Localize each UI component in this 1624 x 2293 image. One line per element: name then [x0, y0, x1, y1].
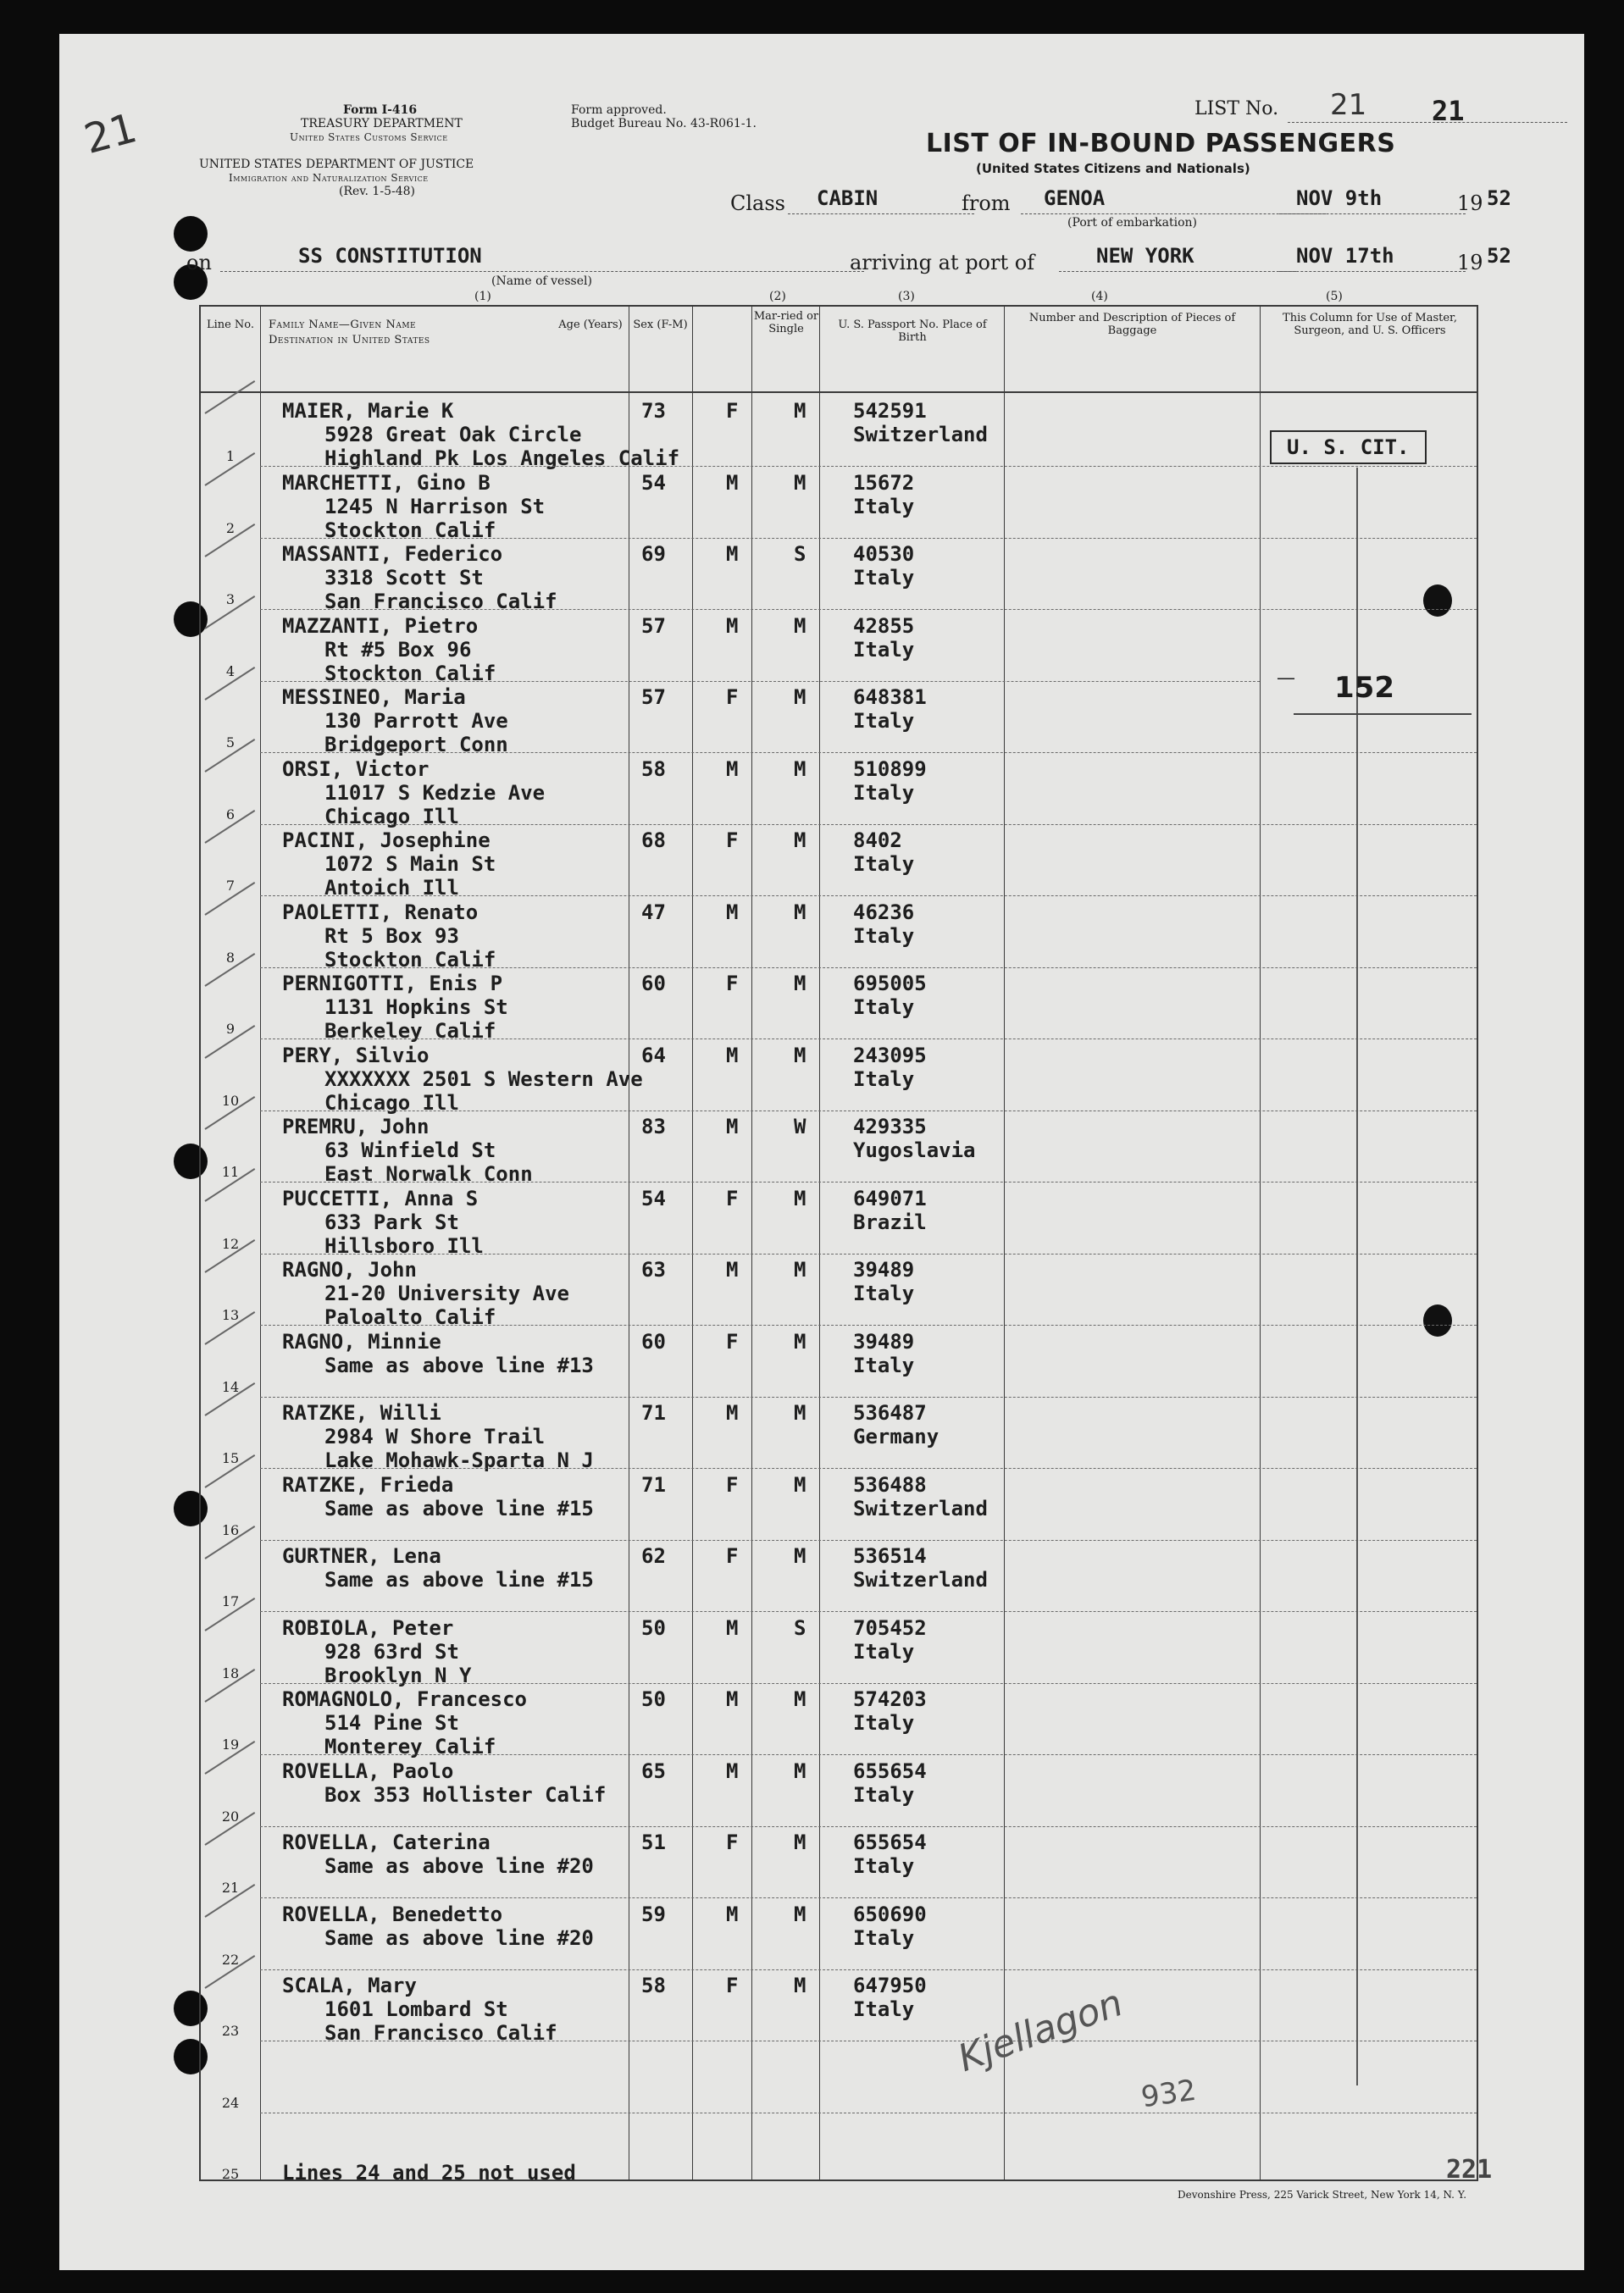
address-line-1: 633 Park St — [324, 1210, 459, 1234]
address-line-2: Chicago Ill — [324, 1090, 459, 1115]
address-line-1: 130 Parrott Ave — [324, 709, 508, 733]
marital-status: M — [794, 756, 806, 781]
table-row — [201, 2041, 1477, 2113]
place-of-birth: Germany — [853, 1425, 939, 1448]
column-number: (3) — [898, 290, 915, 303]
departure-year: 52 — [1487, 186, 1511, 210]
place-of-birth: Italy — [853, 1353, 915, 1377]
sex: M — [726, 470, 739, 495]
address-line-2: San Francisco Calif — [324, 2021, 557, 2045]
address-line-2: Brooklyn N Y — [324, 1663, 472, 1687]
age: 65 — [641, 1759, 666, 1783]
passport-number: 39489 — [853, 1329, 915, 1354]
passenger-name: ROMAGNOLO, Francesco — [282, 1687, 527, 1711]
line-number: 6 — [225, 806, 236, 822]
sex: M — [726, 900, 739, 924]
form-revision: (Rev. 1-5-48) — [339, 185, 415, 198]
marital-status: S — [794, 542, 806, 566]
age: 47 — [641, 900, 666, 924]
line-number: 4 — [225, 662, 236, 679]
arrival-date: NOV 17th — [1296, 244, 1394, 268]
arriving-label: arriving at port of — [850, 251, 1035, 274]
arrival-port: NEW YORK — [1096, 244, 1194, 268]
table-row — [201, 1182, 1477, 1258]
place-of-birth: Switzerland — [853, 1568, 988, 1592]
line-number: 8 — [225, 949, 236, 966]
passport-number: 40530 — [853, 542, 915, 566]
address-line-1: Box 353 Hollister Calif — [324, 1782, 607, 1807]
table-row — [201, 1539, 1477, 1612]
address-line-1: 1601 Lombard St — [324, 1997, 508, 2021]
officer-signature: Kjellagon — [952, 1980, 1128, 2081]
table-row — [201, 1396, 1477, 1472]
table-row — [201, 1611, 1477, 1687]
marital-status: M — [794, 1043, 806, 1067]
passenger-name: RATZKE, Frieda — [282, 1472, 454, 1497]
class-value: CABIN — [817, 186, 879, 210]
table-row — [201, 1897, 1477, 1970]
sex: M — [726, 1615, 739, 1640]
age: 57 — [641, 685, 666, 709]
age: 59 — [641, 1902, 666, 1926]
address-line-1: Same as above line #15 — [324, 1496, 594, 1520]
line-number: 7 — [225, 878, 236, 894]
table-row — [201, 1468, 1477, 1541]
passenger-name: PUCCETTI, Anna S — [282, 1186, 479, 1210]
passport-number: 536514 — [853, 1544, 927, 1568]
line-number: 11 — [221, 1164, 240, 1180]
sex: F — [726, 1186, 739, 1210]
address-line-2: Lake Mohawk-Sparta N J — [324, 1448, 594, 1472]
vessel-caption: (Name of vessel) — [491, 274, 592, 288]
class-label: Class — [730, 191, 785, 215]
table-row — [201, 1325, 1477, 1398]
address-line-1: Same as above line #20 — [324, 1925, 594, 1950]
address-line-2: Hillsboro Ill — [324, 1233, 484, 1258]
col-destination-header: Destination in United States — [269, 334, 430, 346]
officer-dash: — — [1277, 667, 1295, 689]
column-number: (4) — [1091, 290, 1108, 303]
corner-handwritten-number: 21 — [79, 104, 142, 163]
passport-number: 243095 — [853, 1043, 927, 1067]
place-of-birth: Brazil — [853, 1210, 927, 1234]
line-number: 13 — [221, 1307, 240, 1323]
col-passport-header: U. S. Passport No. Place of Birth — [838, 318, 987, 344]
departure-year-prefix: 19 — [1457, 191, 1483, 215]
place-of-birth: Italy — [853, 995, 915, 1019]
passport-number: 655654 — [853, 1831, 927, 1854]
address-line-1: 11017 S Kedzie Ave — [324, 780, 546, 805]
marital-status: M — [794, 685, 806, 709]
passport-number: 8402 — [853, 828, 902, 852]
sex: M — [726, 1687, 739, 1711]
address-line-1: Same as above line #13 — [324, 1353, 594, 1377]
age: 69 — [641, 542, 666, 566]
arrival-year: 52 — [1487, 244, 1511, 268]
place-of-birth: Italy — [853, 1854, 915, 1878]
age: 71 — [641, 1401, 666, 1425]
binder-hole — [174, 216, 208, 252]
age: 64 — [641, 1043, 666, 1067]
line-number: 22 — [221, 1951, 240, 1968]
address-line-1: 1245 N Harrison St — [324, 494, 546, 518]
document-sheet — [59, 34, 1584, 2270]
table-row — [201, 466, 1477, 542]
passenger-name: MESSINEO, Maria — [282, 685, 466, 709]
age: 68 — [641, 828, 666, 852]
place-of-birth: Italy — [853, 494, 915, 518]
officer-vertical-mark — [1356, 468, 1358, 2085]
address-line-2: Chicago Ill — [324, 804, 459, 828]
col-line-header: Line No. — [206, 318, 255, 331]
passport-number: 42855 — [853, 613, 915, 638]
place-of-birth: Switzerland — [853, 1496, 988, 1520]
passport-number: 510899 — [853, 756, 927, 781]
line-number: 25 — [221, 2166, 240, 2182]
passport-number: 542591 — [853, 399, 927, 423]
address-line-1: Rt #5 Box 96 — [324, 637, 472, 662]
place-of-birth: Italy — [853, 1066, 915, 1091]
table-row — [201, 1754, 1477, 1827]
passenger-count: 152 — [1334, 671, 1394, 705]
departure-date: NOV 9th — [1296, 186, 1383, 210]
age: 54 — [641, 470, 666, 495]
sex: F — [726, 399, 739, 423]
age: 83 — [641, 1115, 666, 1138]
address-line-2: Monterey Calif — [324, 1735, 496, 1759]
marital-status: M — [794, 470, 806, 495]
form-number: Form I-416 — [343, 103, 418, 117]
age: 71 — [641, 1472, 666, 1497]
place-of-birth: Italy — [853, 1282, 915, 1305]
age: 73 — [641, 399, 666, 423]
passport-number: 574203 — [853, 1687, 927, 1711]
line-number: 24 — [221, 2094, 240, 2111]
place-of-birth: Italy — [853, 709, 915, 733]
passenger-name: ROBIOLA, Peter — [282, 1615, 454, 1640]
passport-number: 695005 — [853, 972, 927, 995]
treasury-department: TREASURY DEPARTMENT — [301, 117, 463, 130]
marital-status: M — [794, 1902, 806, 1926]
age: 58 — [641, 1974, 666, 1997]
printer-imprint: Devonshire Press, 225 Varick Street, New York 14, N. Y. — [1178, 2189, 1467, 2201]
list-no-label: LIST No. — [1194, 98, 1279, 119]
column-number: (1) — [474, 290, 491, 303]
arrival-year-prefix: 19 — [1457, 251, 1483, 274]
marital-status: M — [794, 1472, 806, 1497]
line-number: 12 — [221, 1235, 240, 1252]
passenger-name: MAZZANTI, Pietro — [282, 613, 479, 638]
check-mark — [204, 380, 255, 414]
sex: F — [726, 1831, 739, 1854]
sex: F — [726, 972, 739, 995]
budget-bureau: Budget Bureau No. 43-R061-1. — [571, 117, 757, 130]
address-line-1: Rt 5 Box 93 — [324, 923, 459, 948]
marital-status: M — [794, 1759, 806, 1783]
sex: F — [726, 1472, 739, 1497]
line-number: 20 — [221, 1808, 240, 1825]
on-label: on — [186, 251, 212, 274]
place-of-birth: Italy — [853, 566, 915, 590]
age: 58 — [641, 756, 666, 781]
marital-status: M — [794, 1687, 806, 1711]
line-number: 10 — [221, 1092, 240, 1109]
address-line-2: Antoich Ill — [324, 876, 459, 900]
vessel-name: SS CONSTITUTION — [298, 244, 482, 268]
address-line-2: Bridgeport Conn — [324, 733, 508, 756]
sex: M — [726, 1759, 739, 1783]
column-number: (2) — [769, 290, 786, 303]
from-label: from — [962, 191, 1011, 215]
address-line-1: 1131 Hopkins St — [324, 995, 508, 1019]
age: 50 — [641, 1615, 666, 1640]
line-number: 17 — [221, 1593, 240, 1609]
table-row — [201, 537, 1477, 613]
marital-status: M — [794, 399, 806, 423]
address-line-1: 3318 Scott St — [324, 566, 484, 590]
address-line-1: Same as above line #20 — [324, 1854, 594, 1878]
passenger-name: MASSANTI, Federico — [282, 542, 503, 566]
passport-number: 655654 — [853, 1759, 927, 1783]
col-name-header: Family Name—Given Name — [269, 318, 417, 331]
sex: M — [726, 756, 739, 781]
address-line-2: Highland Pk Los Angeles Calif — [324, 446, 680, 470]
address-line-2: Berkeley Calif — [324, 1019, 496, 1043]
place-of-birth: Switzerland — [853, 423, 988, 446]
age: 57 — [641, 613, 666, 638]
passenger-name: MARCHETTI, Gino B — [282, 470, 491, 495]
table-row — [201, 1253, 1477, 1329]
unused-lines-note: Lines 24 and 25 not used — [282, 2161, 576, 2185]
passport-number: 536488 — [853, 1472, 927, 1497]
line-number: 3 — [225, 591, 236, 607]
line-number: 16 — [221, 1521, 240, 1538]
age: 50 — [641, 1687, 666, 1711]
passport-number: 648381 — [853, 685, 927, 709]
passenger-name: ORSI, Victor — [282, 756, 430, 781]
line-number: 15 — [221, 1450, 240, 1466]
place-of-birth: Italy — [853, 1711, 915, 1735]
passenger-name: RATZKE, Willi — [282, 1401, 441, 1425]
table-row — [201, 1682, 1477, 1759]
col-age-header: Age (Years) — [558, 318, 623, 331]
document-subtitle: (United States Citizens and Nationals) — [976, 161, 1250, 176]
age: 54 — [641, 1186, 666, 1210]
sex: M — [726, 1115, 739, 1138]
passport-number: 647950 — [853, 1974, 927, 1997]
marital-status: M — [794, 1186, 806, 1210]
address-line-2: East Norwalk Conn — [324, 1162, 533, 1186]
justice-department: UNITED STATES DEPARTMENT OF JUSTICE — [199, 158, 474, 171]
place-of-birth: Italy — [853, 1639, 915, 1664]
address-line-1: XXXXXXX 2501 S Western Ave — [324, 1066, 643, 1091]
us-citizen-stamp: U. S. CIT. — [1270, 430, 1427, 464]
passport-number: 649071 — [853, 1186, 927, 1210]
passport-number: 650690 — [853, 1902, 927, 1926]
line-number: 1 — [225, 448, 236, 464]
officer-underline — [1294, 713, 1472, 715]
sex: M — [726, 1401, 739, 1425]
list-no-handwritten: 21 — [1330, 88, 1367, 122]
document-title: LIST OF IN-BOUND PASSENGERS — [926, 129, 1396, 158]
col-married-header: Mar-ried or Single — [753, 310, 819, 335]
customs-service: United States Customs Service — [290, 131, 448, 143]
address-line-2: Paloalto Calif — [324, 1305, 496, 1329]
passenger-name: ROVELLA, Benedetto — [282, 1902, 503, 1926]
col-sex-header: Sex (F-M) — [633, 318, 688, 331]
passenger-name: PREMRU, John — [282, 1115, 430, 1138]
place-of-birth: Italy — [853, 923, 915, 948]
marital-status: M — [794, 1544, 806, 1568]
marital-status: M — [794, 1831, 806, 1854]
passenger-name: RAGNO, Minnie — [282, 1329, 441, 1354]
passport-number: 429335 — [853, 1115, 927, 1138]
marital-status: S — [794, 1615, 806, 1640]
address-line-1: 2984 W Shore Trail — [324, 1425, 546, 1448]
table-row — [201, 1038, 1477, 1115]
signature-number: 932 — [1139, 2073, 1199, 2115]
passenger-name: MAIER, Marie K — [282, 399, 454, 423]
marital-status: M — [794, 1258, 806, 1282]
table-row — [201, 752, 1477, 828]
line-number: 2 — [225, 519, 236, 536]
marital-status: M — [794, 1974, 806, 1997]
address-line-1: Same as above line #15 — [324, 1568, 594, 1592]
form-approved: Form approved. — [571, 103, 667, 117]
table-row — [201, 2112, 1477, 2185]
passenger-name: PERNIGOTTI, Enis P — [282, 972, 503, 995]
sex: F — [726, 1974, 739, 1997]
place-of-birth: Italy — [853, 852, 915, 876]
table-row — [201, 895, 1477, 972]
table-row — [201, 823, 1477, 900]
passport-number: 705452 — [853, 1615, 927, 1640]
place-of-birth: Yugoslavia — [853, 1138, 976, 1162]
place-of-birth: Italy — [853, 1925, 915, 1950]
place-of-birth: Italy — [853, 1997, 915, 2021]
sex: F — [726, 828, 739, 852]
list-no-value: 21 — [1432, 95, 1465, 127]
page-number-bottom: 221 — [1446, 2155, 1493, 2185]
address-line-1: 1072 S Main St — [324, 852, 496, 876]
marital-status: M — [794, 828, 806, 852]
marital-status: M — [794, 1329, 806, 1354]
line-number: 9 — [225, 1021, 236, 1037]
passenger-name: SCALA, Mary — [282, 1974, 417, 1997]
passport-number: 46236 — [853, 900, 915, 924]
line-number: 23 — [221, 2023, 240, 2039]
address-line-2: Stockton Calif — [324, 947, 496, 972]
passenger-name: RAGNO, John — [282, 1258, 417, 1282]
address-line-1: 63 Winfield St — [324, 1138, 496, 1162]
line-number: 19 — [221, 1736, 240, 1753]
line-number: 5 — [225, 734, 236, 750]
sex: F — [726, 685, 739, 709]
col-officers-header: This Column for Use of Master, Surgeon, and U. S. Officers — [1283, 312, 1457, 337]
marital-status: W — [794, 1115, 806, 1138]
sex: M — [726, 1043, 739, 1067]
table-row — [201, 1110, 1477, 1186]
passenger-name: ROVELLA, Paolo — [282, 1759, 454, 1783]
table-row — [201, 1825, 1477, 1898]
address-line-2: Stockton Calif — [324, 518, 496, 542]
place-of-birth: Italy — [853, 637, 915, 662]
address-line-1: 928 63rd St — [324, 1639, 459, 1664]
place-of-birth: Italy — [853, 1782, 915, 1807]
address-line-1: 21-20 University Ave — [324, 1282, 569, 1305]
line-number: 18 — [221, 1664, 240, 1681]
sex: M — [726, 1258, 739, 1282]
address-line-2: Stockton Calif — [324, 661, 496, 685]
line-number: 21 — [221, 1880, 240, 1896]
column-number: (5) — [1326, 290, 1343, 303]
passenger-table — [199, 305, 1493, 2185]
marital-status: M — [794, 900, 806, 924]
table-row — [201, 966, 1477, 1043]
passport-number: 536487 — [853, 1401, 927, 1425]
age: 63 — [641, 1258, 666, 1282]
age: 51 — [641, 1831, 666, 1854]
passenger-name: ROVELLA, Caterina — [282, 1831, 491, 1854]
passenger-name: PACINI, Josephine — [282, 828, 491, 852]
passport-number: 15672 — [853, 470, 915, 495]
address-line-2: San Francisco Calif — [324, 590, 557, 613]
sex: M — [726, 613, 739, 638]
passenger-name: PERY, Silvio — [282, 1043, 430, 1067]
marital-status: M — [794, 972, 806, 995]
age: 60 — [641, 1329, 666, 1354]
address-line-1: 514 Pine St — [324, 1711, 459, 1735]
passenger-name: GURTNER, Lena — [282, 1544, 441, 1568]
marital-status: M — [794, 1401, 806, 1425]
age: 62 — [641, 1544, 666, 1568]
passenger-name: PAOLETTI, Renato — [282, 900, 479, 924]
table-row — [201, 1969, 1477, 2045]
line-number: 14 — [221, 1378, 240, 1395]
from-port: GENOA — [1044, 186, 1106, 210]
passport-number: 39489 — [853, 1258, 915, 1282]
sex: F — [726, 1329, 739, 1354]
immigration-service: Immigration and Naturalization Service — [229, 172, 429, 184]
table-row — [201, 680, 1477, 756]
address-line-1: 5928 Great Oak Circle — [324, 423, 582, 446]
sex: M — [726, 1902, 739, 1926]
marital-status: M — [794, 613, 806, 638]
age: 60 — [641, 972, 666, 995]
col-baggage-header: Number and Description of Pieces of Baggage — [1028, 312, 1236, 337]
sex: F — [726, 1544, 739, 1568]
sex: M — [726, 542, 739, 566]
port-caption: (Port of embarkation) — [1067, 216, 1197, 230]
place-of-birth: Italy — [853, 780, 915, 805]
